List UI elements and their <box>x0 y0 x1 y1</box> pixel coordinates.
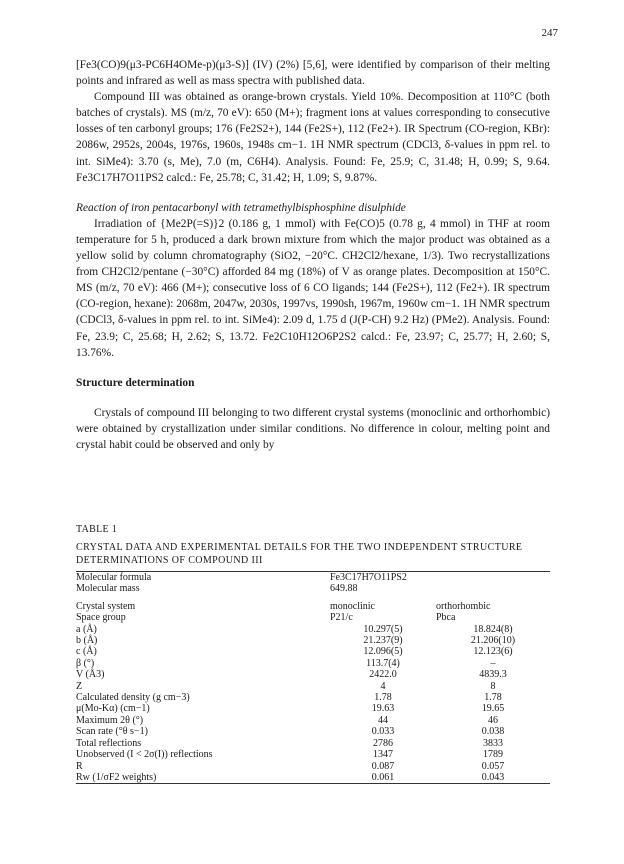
row-label: Total reflections <box>76 737 142 749</box>
table-row <box>76 612 550 623</box>
table-row <box>76 669 550 680</box>
cell-orthorhombic: 0.038 <box>481 726 505 738</box>
row-label: Unobserved (I < 2σ(I)) reflections <box>76 749 213 761</box>
paragraph-crystals: Crystals of compound III belonging to two different crystal systems (monoclinic and orthorhombic) were obtained by crystallization under similar conditions. No difference in colour, melting point and crystal habit could be observed and only by <box>76 406 550 451</box>
row-label: Molecular formula <box>76 572 152 583</box>
crystal-data-table <box>76 572 550 783</box>
table-row <box>76 583 550 594</box>
section-heading: Structure determination <box>76 376 195 389</box>
table-row <box>76 761 550 772</box>
cell-orthorhombic: 0.057 <box>481 760 505 772</box>
table-row <box>76 624 550 635</box>
cell-monoclinic: 1.78 <box>374 692 392 704</box>
row-label: Scan rate (°θ s−1) <box>76 726 148 738</box>
row-label: a (Å) <box>76 623 97 635</box>
cell-monoclinic: 4 <box>380 680 386 692</box>
cell-orthorhombic: 46 <box>488 714 498 726</box>
paragraph-compound-iii: Compound III was obtained as orange-brown crystals. Yield 10%. Decomposition at 110°C (both batches of crystals). MS (m/z, 70 eV): 650 (M+); fragment ions at values corresponding to consecutive losses of ten carbonyl groups; 176 (Fe2S2+), 144 (Fe2S+), 112 (Fe2+). IR Spectrum (CO-region, KBr): 2086w, 2952s, 2004s, 1976s, 1960s, 1948s cm−1. 1H NMR spectrum (CDCl3, δ-values in ppm rel. to int. SiMe4): 3.70 (s, Me), 7.0 (m, C6H4). Analysis. Found: Fe, 25.9; C, 31.48; H, 0.99; S, 9.64. Fe3C17H7O11PS2 calcd.: Fe, 25.78; C, 31.42; H, 1.09; S, 9.87%. <box>76 91 550 184</box>
cell-orthorhombic: 0.043 <box>481 771 505 783</box>
table-row <box>76 646 550 657</box>
cell-orthorhombic: 8 <box>490 680 496 692</box>
table-caption: CRYSTAL DATA AND EXPERIMENTAL DETAILS FOR THE TWO INDEPENDENT STRUCTURE DETERMINATIONS OF COMPOUND III <box>76 542 523 566</box>
row-label: Maximum 2θ (°) <box>76 714 144 726</box>
cell-orthorhombic: 18.824(8) <box>473 623 513 635</box>
row-label: V (Å3) <box>76 669 105 681</box>
paragraph-continuation: [Fe3(CO)9(μ3-PC6H4OMe-p)(μ3-S)] (IV) (2%) [5,6], were identified by comparison of their melting points and infrared as well as mass spectra with published data. <box>76 59 550 88</box>
cell-orthorhombic: orthorhombic <box>436 600 491 612</box>
table-row <box>76 726 550 737</box>
row-label: Crystal system <box>76 600 136 612</box>
cell-monoclinic: 2422.0 <box>369 669 397 681</box>
subheading-reaction: Reaction of iron pentacarbonyl with tetramethylbisphosphine disulphide <box>76 201 406 214</box>
cell-monoclinic: 2786 <box>373 737 393 749</box>
paragraph-irradiation: Irradiation of {Me2P(=S)}2 (0.186 g, 1 mmol) with Fe(CO)5 (0.78 g, 4 mmol) in THF at room temperature for 5 h, produced a dark brown mixture from which the major product was obtained as a yellow solid by column chromatography (SiO2, −20°C. CH2Cl2/hexane, 1/3). Two recrystallizations from CH2Cl2/pentane (−30°C) afforded 84 mg (18%) of V as orange plates. Decomposition at 150°C. MS (m/z, 70 eV): 466 (M+); consecutive loss of 6 CO ligands; 144 (Fe2S+), 112 (Fe2+). IR spectrum (CO-region, hexane): 2068m, 2047w, 2030s, 1997vs, 1990sh, 1967m, 1960w cm−1. 1H NMR spectrum (CDCl3, δ-values in ppm rel. to int. SiMe4): 2.09 d, 1.75 d (J(P-CH) 9.2 Hz) (PMe2). Analysis. Found: Fe, 23.9; C, 25.68; H, 2.62; S, 13.72. Fe2C10H12O6P2S2 calcd.: Fe, 23.97; C, 25.77; H, 2.60; S, 13.76%. <box>76 217 550 359</box>
row-label: Rw (1/σF2 weights) <box>76 771 157 783</box>
cell-monoclinic: 19.63 <box>371 703 395 715</box>
table-row <box>76 703 550 714</box>
cell-monoclinic: 0.033 <box>371 726 395 738</box>
cell-monoclinic: 1347 <box>373 749 393 761</box>
cell-monoclinic: P21/c <box>330 612 353 624</box>
body-text <box>76 57 550 453</box>
row-label: Calculated density (g cm−3) <box>76 692 190 704</box>
table-row <box>76 572 550 583</box>
row-label: β (°) <box>76 657 95 669</box>
row-label: b (Å) <box>76 635 98 647</box>
cell-orthorhombic: 1.78 <box>484 692 502 704</box>
table-1 <box>76 524 550 784</box>
cell-orthorhombic: 3833 <box>483 737 503 749</box>
cell-orthorhombic: 19.65 <box>481 703 505 715</box>
cell-orthorhombic <box>436 583 550 594</box>
cell-monoclinic: 10.297(5) <box>363 623 403 635</box>
page-number: 247 <box>541 27 558 39</box>
table-row <box>76 635 550 646</box>
cell-orthorhombic: 21.206(10) <box>470 635 516 647</box>
cell-monoclinic: monoclinic <box>330 600 375 612</box>
row-label: R <box>76 760 83 772</box>
cell-orthorhombic: 12.123(6) <box>473 646 513 658</box>
table-row <box>76 692 550 703</box>
table-row <box>76 772 550 783</box>
table-row <box>76 738 550 749</box>
table-row <box>76 681 550 692</box>
cell-monoclinic: 0.087 <box>371 760 395 772</box>
row-label: c (Å) <box>76 646 97 658</box>
cell-monoclinic: 12.096(5) <box>363 646 403 658</box>
cell-monoclinic: 113.7(4) <box>366 657 400 669</box>
cell-orthorhombic: 4839.3 <box>479 669 507 681</box>
cell-orthorhombic: – <box>490 657 496 669</box>
table-row <box>76 715 550 726</box>
cell-monoclinic: 44 <box>378 714 388 726</box>
table-row <box>76 601 550 612</box>
cell-orthorhombic: Pbca <box>436 612 456 624</box>
table-bottom-rule <box>76 783 550 784</box>
row-label: Space group <box>76 612 126 624</box>
cell-monoclinic: Fe3C17H7O11PS2 <box>330 572 407 583</box>
table-row <box>76 658 550 669</box>
cell-orthorhombic <box>436 572 550 583</box>
cell-monoclinic: 0.061 <box>371 771 395 783</box>
cell-monoclinic: 649.88 <box>330 583 358 595</box>
row-label: Molecular mass <box>76 583 140 595</box>
table-row <box>76 749 550 760</box>
table-label: TABLE 1 <box>76 524 118 535</box>
cell-monoclinic: 21.237(9) <box>363 635 403 647</box>
cell-orthorhombic: 1789 <box>483 749 503 761</box>
row-label: Z <box>76 680 83 692</box>
row-label: μ(Mo-Kα) (cm−1) <box>76 703 150 715</box>
